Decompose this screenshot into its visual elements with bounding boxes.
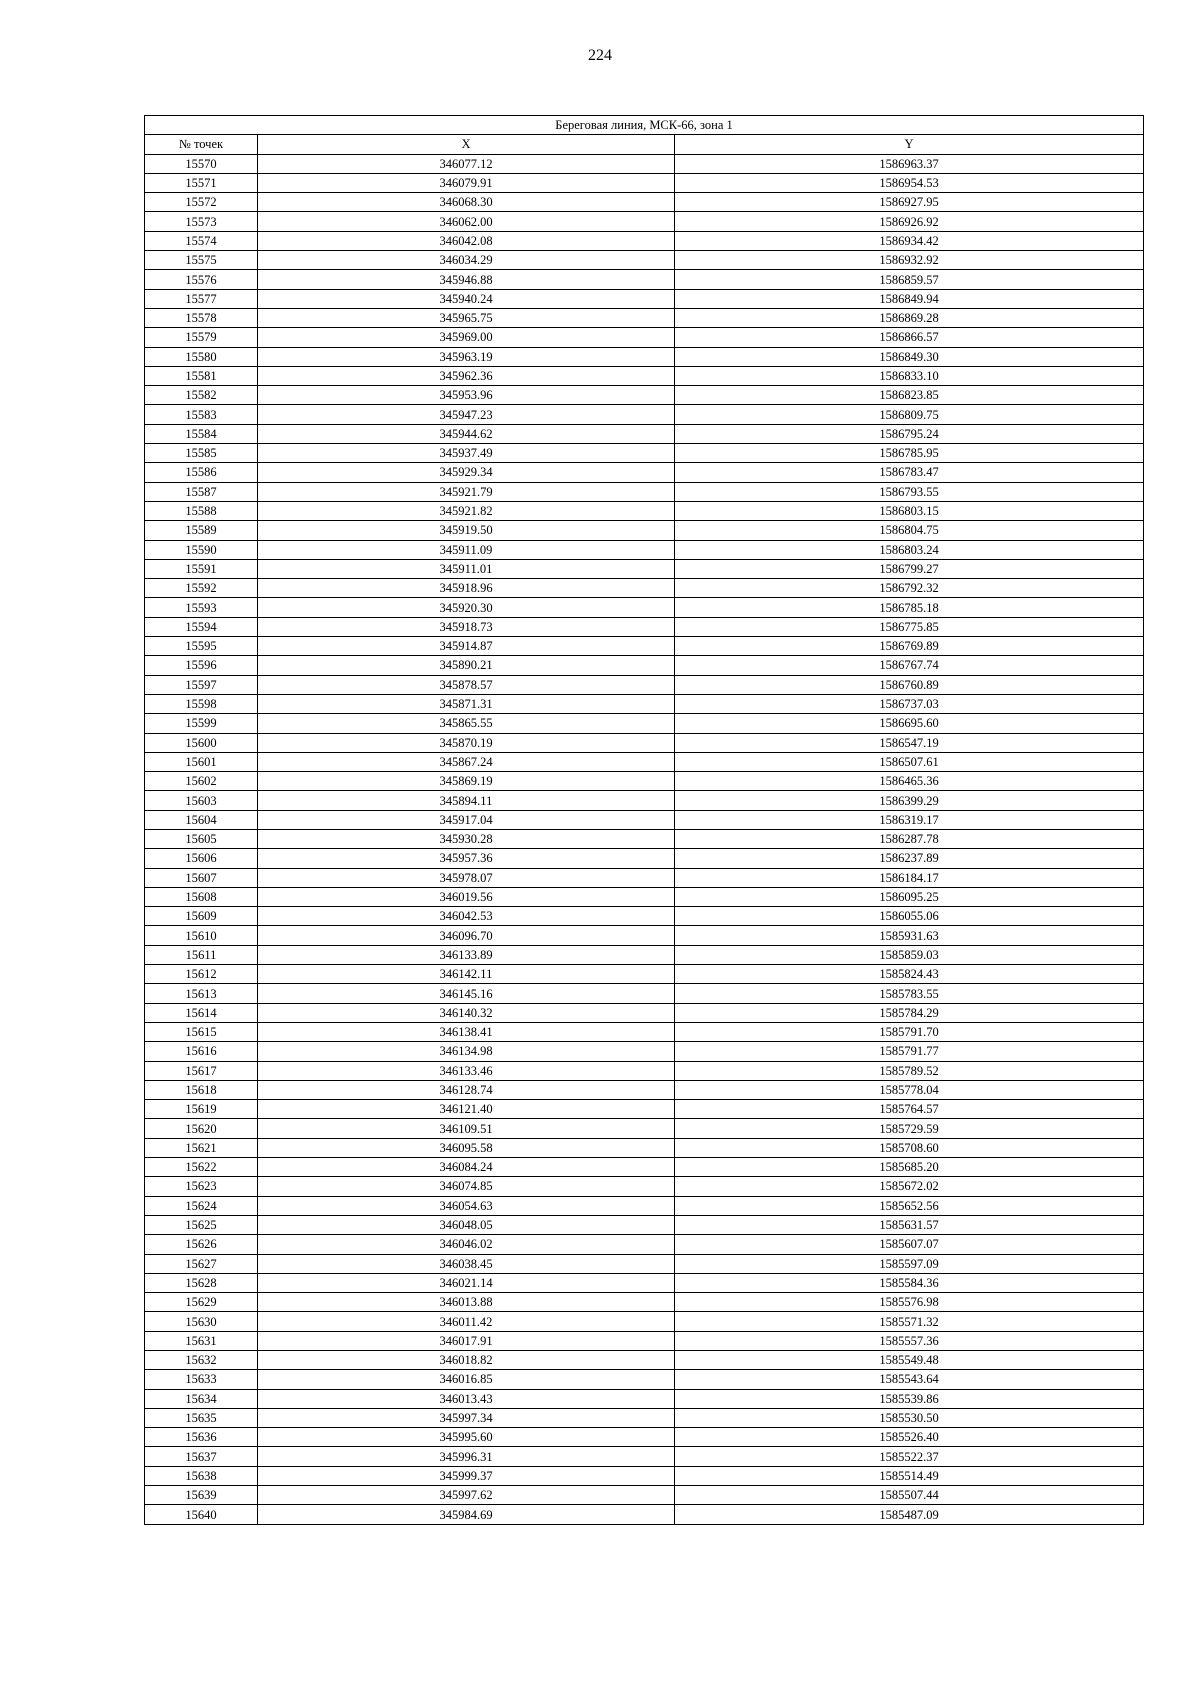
cell-x: 346084.24 [258, 1158, 675, 1177]
cell-y: 1586849.30 [675, 347, 1144, 366]
cell-y: 1586926.92 [675, 212, 1144, 231]
cell-x: 346134.98 [258, 1042, 675, 1061]
cell-point-number: 15640 [145, 1505, 258, 1524]
cell-y: 1585607.07 [675, 1235, 1144, 1254]
cell-point-number: 15602 [145, 772, 258, 791]
cell-y: 1585584.36 [675, 1273, 1144, 1292]
cell-x: 345867.24 [258, 752, 675, 771]
cell-point-number: 15579 [145, 328, 258, 347]
cell-point-number: 15616 [145, 1042, 258, 1061]
cell-y: 1586803.15 [675, 501, 1144, 520]
table-header-row [145, 135, 1144, 154]
cell-x: 346145.16 [258, 984, 675, 1003]
cell-y: 1585507.44 [675, 1486, 1144, 1505]
table-row [145, 637, 1144, 656]
cell-x: 346019.56 [258, 887, 675, 906]
cell-y: 1585791.70 [675, 1022, 1144, 1041]
cell-x: 346013.43 [258, 1389, 675, 1408]
cell-y: 1586465.36 [675, 772, 1144, 791]
cell-point-number: 15581 [145, 366, 258, 385]
cell-x: 346077.12 [258, 154, 675, 173]
cell-y: 1586869.28 [675, 308, 1144, 327]
cell-x: 345919.50 [258, 521, 675, 540]
cell-point-number: 15628 [145, 1273, 258, 1292]
cell-point-number: 15617 [145, 1061, 258, 1080]
table-row [145, 907, 1144, 926]
table-row [145, 694, 1144, 713]
cell-x: 346138.41 [258, 1022, 675, 1041]
table-row [145, 1505, 1144, 1524]
cell-point-number: 15582 [145, 386, 258, 405]
cell-y: 1586184.17 [675, 868, 1144, 887]
table-row [145, 868, 1144, 887]
cell-y: 1585487.09 [675, 1505, 1144, 1524]
cell-y: 1586934.42 [675, 231, 1144, 250]
cell-point-number: 15611 [145, 945, 258, 964]
cell-y: 1586507.61 [675, 752, 1144, 771]
cell-y: 1585824.43 [675, 965, 1144, 984]
table-row [145, 212, 1144, 231]
cell-point-number: 15580 [145, 347, 258, 366]
table-row [145, 1486, 1144, 1505]
cell-x: 346016.85 [258, 1370, 675, 1389]
cell-x: 346018.82 [258, 1351, 675, 1370]
table-row [145, 1370, 1144, 1389]
table-row [145, 887, 1144, 906]
cell-x: 345953.96 [258, 386, 675, 405]
table-body [145, 154, 1144, 1524]
table-row [145, 579, 1144, 598]
cell-x: 346042.08 [258, 231, 675, 250]
table-row [145, 656, 1144, 675]
cell-y: 1585931.63 [675, 926, 1144, 945]
cell-x: 345937.49 [258, 444, 675, 463]
cell-point-number: 15603 [145, 791, 258, 810]
cell-y: 1585543.64 [675, 1370, 1144, 1389]
table-row [145, 328, 1144, 347]
cell-x: 345984.69 [258, 1505, 675, 1524]
cell-x: 346021.14 [258, 1273, 675, 1292]
cell-x: 346109.51 [258, 1119, 675, 1138]
cell-point-number: 15639 [145, 1486, 258, 1505]
cell-x: 345999.37 [258, 1466, 675, 1485]
cell-point-number: 15613 [145, 984, 258, 1003]
cell-y: 1586760.89 [675, 675, 1144, 694]
cell-y: 1585514.49 [675, 1466, 1144, 1485]
cell-x: 345869.19 [258, 772, 675, 791]
column-header-x: X [258, 135, 675, 154]
cell-x: 346096.70 [258, 926, 675, 945]
cell-x: 346013.88 [258, 1293, 675, 1312]
cell-x: 345957.36 [258, 849, 675, 868]
table-row [145, 270, 1144, 289]
cell-x: 345969.00 [258, 328, 675, 347]
cell-y: 1586866.57 [675, 328, 1144, 347]
cell-x: 346140.32 [258, 1003, 675, 1022]
cell-point-number: 15597 [145, 675, 258, 694]
cell-point-number: 15606 [145, 849, 258, 868]
cell-x: 346042.53 [258, 907, 675, 926]
cell-point-number: 15619 [145, 1100, 258, 1119]
cell-y: 1586695.60 [675, 714, 1144, 733]
cell-point-number: 15627 [145, 1254, 258, 1273]
cell-y: 1586833.10 [675, 366, 1144, 385]
cell-x: 345890.21 [258, 656, 675, 675]
cell-x: 345914.87 [258, 637, 675, 656]
table-row [145, 482, 1144, 501]
cell-point-number: 15588 [145, 501, 258, 520]
table-row [145, 675, 1144, 694]
cell-x: 345996.31 [258, 1447, 675, 1466]
cell-point-number: 15590 [145, 540, 258, 559]
cell-y: 1586319.17 [675, 810, 1144, 829]
cell-point-number: 15601 [145, 752, 258, 771]
table-row [145, 1235, 1144, 1254]
cell-x: 345920.30 [258, 598, 675, 617]
table-row [145, 1177, 1144, 1196]
table-row [145, 251, 1144, 270]
table-row [145, 733, 1144, 752]
cell-point-number: 15604 [145, 810, 258, 829]
table-row [145, 752, 1144, 771]
table-row [145, 1138, 1144, 1157]
table-row [145, 289, 1144, 308]
cell-y: 1586823.85 [675, 386, 1144, 405]
cell-point-number: 15632 [145, 1351, 258, 1370]
table-row [145, 424, 1144, 443]
column-header-point-number: № точек [145, 135, 258, 154]
cell-point-number: 15598 [145, 694, 258, 713]
coordinates-table [144, 115, 1144, 1525]
table-row [145, 386, 1144, 405]
table-row [145, 926, 1144, 945]
table-row [145, 1215, 1144, 1234]
table-row [145, 308, 1144, 327]
cell-x: 345917.04 [258, 810, 675, 829]
cell-x: 346017.91 [258, 1331, 675, 1350]
cell-y: 1585764.57 [675, 1100, 1144, 1119]
cell-y: 1585729.59 [675, 1119, 1144, 1138]
cell-x: 346034.29 [258, 251, 675, 270]
cell-y: 1586287.78 [675, 829, 1144, 848]
cell-x: 345911.01 [258, 559, 675, 578]
table-row [145, 1447, 1144, 1466]
cell-y: 1586963.37 [675, 154, 1144, 173]
cell-point-number: 15578 [145, 308, 258, 327]
cell-y: 1586859.57 [675, 270, 1144, 289]
cell-y: 1586792.32 [675, 579, 1144, 598]
cell-y: 1586793.55 [675, 482, 1144, 501]
table-row [145, 1196, 1144, 1215]
cell-y: 1586769.89 [675, 637, 1144, 656]
cell-point-number: 15636 [145, 1428, 258, 1447]
page-number: 224 [588, 47, 612, 64]
cell-y: 1586783.47 [675, 463, 1144, 482]
cell-point-number: 15634 [145, 1389, 258, 1408]
table-row [145, 193, 1144, 212]
cell-y: 1585571.32 [675, 1312, 1144, 1331]
cell-x: 345929.34 [258, 463, 675, 482]
cell-x: 345865.55 [258, 714, 675, 733]
cell-point-number: 15635 [145, 1408, 258, 1427]
cell-point-number: 15592 [145, 579, 258, 598]
cell-x: 345947.23 [258, 405, 675, 424]
table-row [145, 1022, 1144, 1041]
cell-y: 1586399.29 [675, 791, 1144, 810]
cell-point-number: 15629 [145, 1293, 258, 1312]
table-row [145, 1408, 1144, 1427]
cell-y: 1585576.98 [675, 1293, 1144, 1312]
table-title: Береговая линия, МСК-66, зона 1 [145, 116, 1144, 135]
cell-y: 1585522.37 [675, 1447, 1144, 1466]
table-row [145, 1331, 1144, 1350]
cell-y: 1585859.03 [675, 945, 1144, 964]
cell-point-number: 15600 [145, 733, 258, 752]
table-row [145, 444, 1144, 463]
cell-x: 345978.07 [258, 868, 675, 887]
cell-point-number: 15605 [145, 829, 258, 848]
table-row [145, 829, 1144, 848]
cell-point-number: 15615 [145, 1022, 258, 1041]
table-row [145, 1042, 1144, 1061]
cell-point-number: 15631 [145, 1331, 258, 1350]
table-row [145, 501, 1144, 520]
cell-y: 1585530.50 [675, 1408, 1144, 1427]
cell-point-number: 15576 [145, 270, 258, 289]
cell-x: 346074.85 [258, 1177, 675, 1196]
cell-point-number: 15622 [145, 1158, 258, 1177]
cell-y: 1585685.20 [675, 1158, 1144, 1177]
cell-point-number: 15586 [145, 463, 258, 482]
cell-point-number: 15620 [145, 1119, 258, 1138]
cell-x: 345878.57 [258, 675, 675, 694]
cell-point-number: 15572 [145, 193, 258, 212]
cell-y: 1585539.86 [675, 1389, 1144, 1408]
cell-point-number: 15595 [145, 637, 258, 656]
cell-point-number: 15630 [145, 1312, 258, 1331]
table-row [145, 1466, 1144, 1485]
cell-y: 1586767.74 [675, 656, 1144, 675]
cell-y: 1586737.03 [675, 694, 1144, 713]
cell-point-number: 15612 [145, 965, 258, 984]
cell-x: 346046.02 [258, 1235, 675, 1254]
table-row [145, 521, 1144, 540]
cell-x: 346048.05 [258, 1215, 675, 1234]
cell-x: 346068.30 [258, 193, 675, 212]
table-row [145, 714, 1144, 733]
cell-y: 1586803.24 [675, 540, 1144, 559]
cell-point-number: 15624 [145, 1196, 258, 1215]
cell-point-number: 15591 [145, 559, 258, 578]
cell-y: 1586795.24 [675, 424, 1144, 443]
cell-point-number: 15589 [145, 521, 258, 540]
cell-y: 1586799.27 [675, 559, 1144, 578]
cell-point-number: 15621 [145, 1138, 258, 1157]
cell-x: 346133.89 [258, 945, 675, 964]
cell-x: 345921.79 [258, 482, 675, 501]
table-row [145, 810, 1144, 829]
cell-x: 346128.74 [258, 1080, 675, 1099]
cell-point-number: 15638 [145, 1466, 258, 1485]
table-row [145, 1158, 1144, 1177]
cell-x: 345944.62 [258, 424, 675, 443]
table-row [145, 154, 1144, 173]
cell-y: 1586785.18 [675, 598, 1144, 617]
cell-x: 346142.11 [258, 965, 675, 984]
cell-x: 345921.82 [258, 501, 675, 520]
cell-x: 345870.19 [258, 733, 675, 752]
cell-point-number: 15637 [145, 1447, 258, 1466]
cell-x: 346062.00 [258, 212, 675, 231]
cell-y: 1585778.04 [675, 1080, 1144, 1099]
cell-point-number: 15573 [145, 212, 258, 231]
cell-x: 345962.36 [258, 366, 675, 385]
cell-y: 1586547.19 [675, 733, 1144, 752]
cell-point-number: 15609 [145, 907, 258, 926]
table-row [145, 1351, 1144, 1370]
cell-point-number: 15608 [145, 887, 258, 906]
table-row [145, 849, 1144, 868]
cell-x: 345995.60 [258, 1428, 675, 1447]
cell-y: 1586237.89 [675, 849, 1144, 868]
cell-x: 346095.58 [258, 1138, 675, 1157]
table-row [145, 1119, 1144, 1138]
cell-x: 345918.73 [258, 617, 675, 636]
cell-x: 345918.96 [258, 579, 675, 598]
table-row [145, 965, 1144, 984]
table-row [145, 559, 1144, 578]
cell-point-number: 15587 [145, 482, 258, 501]
table-row [145, 347, 1144, 366]
cell-point-number: 15577 [145, 289, 258, 308]
cell-x: 346121.40 [258, 1100, 675, 1119]
table-row [145, 463, 1144, 482]
table-row [145, 1389, 1144, 1408]
cell-y: 1585549.48 [675, 1351, 1144, 1370]
cell-point-number: 15583 [145, 405, 258, 424]
table-row [145, 1100, 1144, 1119]
cell-x: 345871.31 [258, 694, 675, 713]
cell-y: 1586095.25 [675, 887, 1144, 906]
cell-x: 346011.42 [258, 1312, 675, 1331]
cell-point-number: 15614 [145, 1003, 258, 1022]
cell-x: 346054.63 [258, 1196, 675, 1215]
cell-x: 345963.19 [258, 347, 675, 366]
cell-point-number: 15571 [145, 173, 258, 192]
cell-point-number: 15626 [145, 1235, 258, 1254]
table-row [145, 1254, 1144, 1273]
cell-y: 1586954.53 [675, 173, 1144, 192]
cell-point-number: 15610 [145, 926, 258, 945]
table-row [145, 945, 1144, 964]
cell-point-number: 15599 [145, 714, 258, 733]
cell-x: 345965.75 [258, 308, 675, 327]
cell-point-number: 15574 [145, 231, 258, 250]
cell-y: 1585526.40 [675, 1428, 1144, 1447]
cell-y: 1586804.75 [675, 521, 1144, 540]
table-row [145, 1312, 1144, 1331]
cell-point-number: 15575 [145, 251, 258, 270]
table-row [145, 231, 1144, 250]
cell-y: 1586849.94 [675, 289, 1144, 308]
table-title-row [145, 116, 1144, 135]
table-row [145, 1061, 1144, 1080]
table-row [145, 598, 1144, 617]
cell-point-number: 15593 [145, 598, 258, 617]
table-row [145, 984, 1144, 1003]
cell-y: 1585791.77 [675, 1042, 1144, 1061]
cell-x: 345894.11 [258, 791, 675, 810]
cell-y: 1586775.85 [675, 617, 1144, 636]
cell-point-number: 15623 [145, 1177, 258, 1196]
table-row [145, 1428, 1144, 1447]
cell-x: 345911.09 [258, 540, 675, 559]
cell-x: 345946.88 [258, 270, 675, 289]
cell-y: 1585708.60 [675, 1138, 1144, 1157]
cell-x: 346133.46 [258, 1061, 675, 1080]
cell-y: 1585597.09 [675, 1254, 1144, 1273]
cell-y: 1585557.36 [675, 1331, 1144, 1350]
cell-point-number: 15585 [145, 444, 258, 463]
cell-x: 346038.45 [258, 1254, 675, 1273]
column-header-y: Y [675, 135, 1144, 154]
cell-x: 346079.91 [258, 173, 675, 192]
cell-y: 1586785.95 [675, 444, 1144, 463]
cell-x: 345930.28 [258, 829, 675, 848]
cell-y: 1586927.95 [675, 193, 1144, 212]
cell-y: 1585783.55 [675, 984, 1144, 1003]
table-row [145, 772, 1144, 791]
cell-y: 1585631.57 [675, 1215, 1144, 1234]
cell-y: 1585784.29 [675, 1003, 1144, 1022]
cell-x: 345940.24 [258, 289, 675, 308]
cell-point-number: 15607 [145, 868, 258, 887]
cell-y: 1586055.06 [675, 907, 1144, 926]
table-row [145, 540, 1144, 559]
cell-y: 1585789.52 [675, 1061, 1144, 1080]
cell-point-number: 15633 [145, 1370, 258, 1389]
cell-point-number: 15594 [145, 617, 258, 636]
cell-y: 1585652.56 [675, 1196, 1144, 1215]
table-row [145, 405, 1144, 424]
cell-point-number: 15584 [145, 424, 258, 443]
cell-point-number: 15596 [145, 656, 258, 675]
cell-x: 345997.34 [258, 1408, 675, 1427]
table-row [145, 366, 1144, 385]
cell-y: 1586932.92 [675, 251, 1144, 270]
cell-point-number: 15570 [145, 154, 258, 173]
cell-point-number: 15618 [145, 1080, 258, 1099]
table-row [145, 1273, 1144, 1292]
cell-y: 1586809.75 [675, 405, 1144, 424]
table-row [145, 617, 1144, 636]
table-row [145, 791, 1144, 810]
cell-y: 1585672.02 [675, 1177, 1144, 1196]
table-row [145, 173, 1144, 192]
cell-point-number: 15625 [145, 1215, 258, 1234]
table-row [145, 1293, 1144, 1312]
table-row [145, 1003, 1144, 1022]
table-row [145, 1080, 1144, 1099]
cell-x: 345997.62 [258, 1486, 675, 1505]
